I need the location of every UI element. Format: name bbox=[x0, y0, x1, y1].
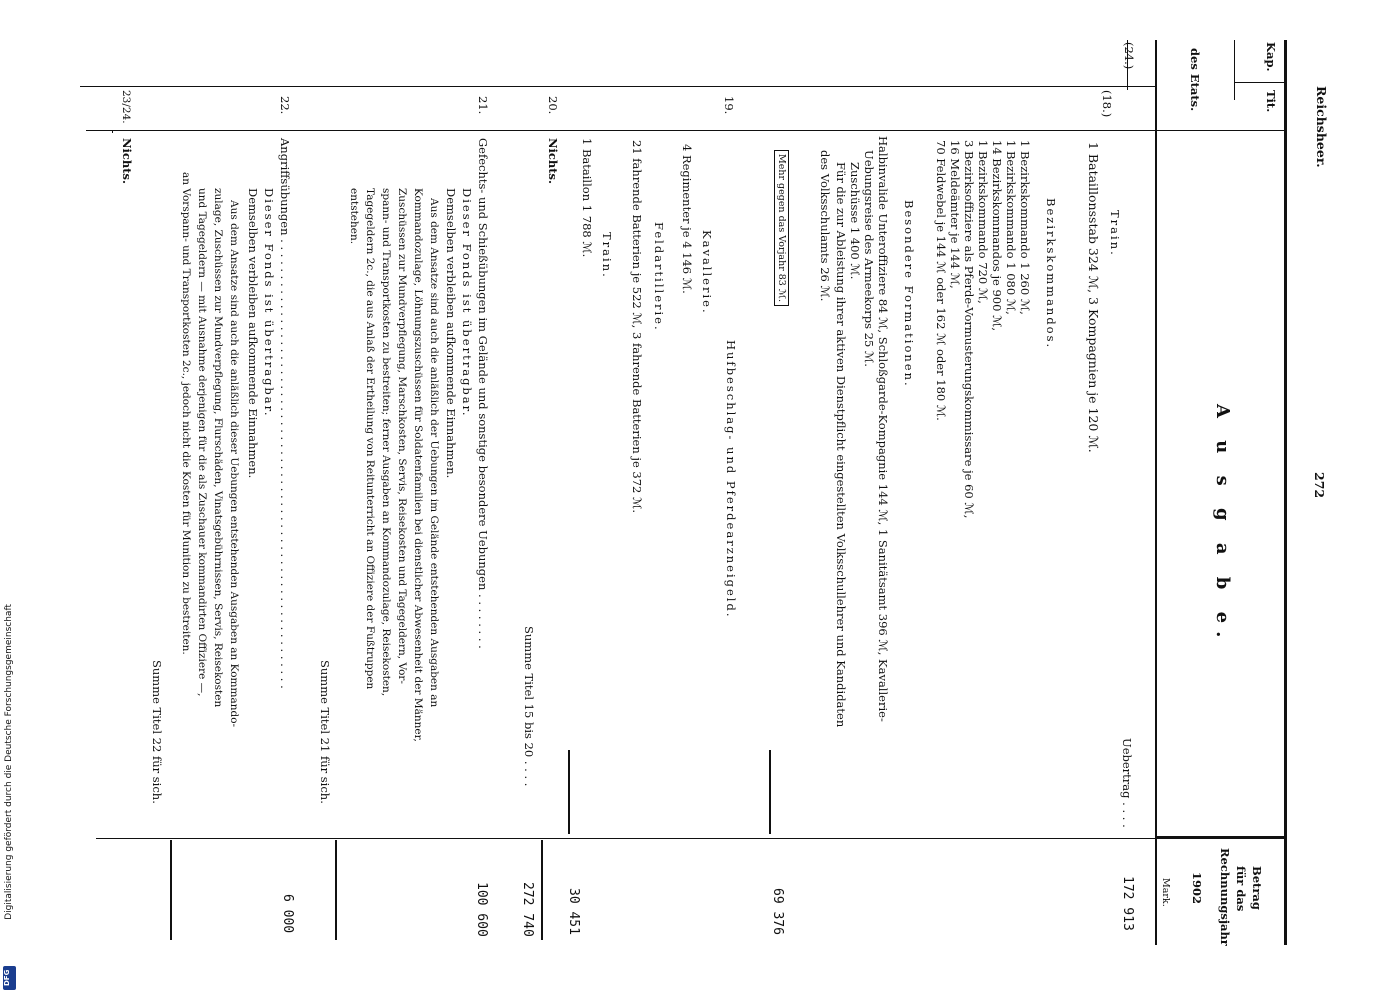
col-etat-header: des Etats. bbox=[1188, 48, 1202, 112]
col-betrag-header-2: für das bbox=[1234, 866, 1248, 912]
bezirk-line-3: 14 Bezirkskommandos je 900 ℳ, bbox=[990, 140, 1004, 332]
dfg-logo: DFG bbox=[3, 966, 16, 990]
besondere-line-4: Für die zur Ableistung ihrer aktiven Dienstpflicht eingestellten Volksschullehrer und Kandidaten bbox=[834, 162, 848, 728]
amount-titel-22: 6 000 bbox=[280, 894, 295, 934]
feldartillerie-heading: Feldartillerie. bbox=[652, 222, 666, 332]
uebertrag-label: Uebertrag . . . . bbox=[1120, 738, 1134, 828]
titel-22: 22. bbox=[278, 96, 292, 115]
titel-21-line-5: Kommandozulage, Löhnungszuschüssen für Soldatenfamilien bei dienstlicher Abwesenheit der Männer, bbox=[412, 188, 424, 742]
kap-tit-divider bbox=[1234, 82, 1284, 83]
text-column-rule bbox=[86, 130, 1284, 131]
summe-titel-21: Summe Titel 21 für sich. bbox=[318, 660, 332, 804]
tit-column-rule bbox=[80, 86, 1156, 87]
amount-titel-18: 69 376 bbox=[770, 888, 785, 935]
titel-21-line-2: Dieser Fonds ist übertragbar. bbox=[460, 188, 474, 418]
kap-tit-rule bbox=[1234, 40, 1235, 100]
titel-22-line-5: zulage, Zuschüssen zur Mundverpflegung, Flurschäden, Vinatsgebührnissen, Servis, Reisekosten bbox=[212, 188, 224, 708]
col-tit-header: Tit. bbox=[1264, 90, 1278, 113]
bezirk-line-5: 3 Bezirksoffiziere als Pferde-Vormusterungskommissare je 60 ℳ, bbox=[962, 140, 976, 519]
train2-heading: Train. bbox=[600, 232, 614, 279]
titel-21-line-8: Tagegeldern 2c., die aus Anlaß der Ertheilung von Reitunterricht an Offiziere der Fußtruppen bbox=[364, 188, 376, 690]
mehr-vorjahr-box: Mehr gegen das Vorjahr 83 ℳ. bbox=[774, 150, 789, 306]
amount-column-rule bbox=[96, 838, 1284, 839]
titel-19: 19. bbox=[722, 96, 736, 115]
col-betrag-unit: Mark. bbox=[1160, 878, 1171, 907]
besondere-heading: Besondere Formationen. bbox=[902, 200, 916, 388]
train-heading: Train. bbox=[1108, 210, 1122, 257]
sum-rule-20 bbox=[541, 840, 543, 940]
sum-rule-19 bbox=[568, 750, 570, 834]
besondere-line-5: des Volksschulamts 26 ℳ. bbox=[818, 150, 832, 302]
page-number: 272 bbox=[1312, 472, 1327, 499]
uebertrag-amount: 172 913 bbox=[1120, 876, 1135, 931]
section-title: Reichsheer. bbox=[1314, 86, 1329, 168]
bezirk-line-1: 1 Bezirkskommando 1 260 ℳ, bbox=[1018, 140, 1032, 315]
titel-22-line-4: Aus dem Ansatze sind auch die anläßlich dieser Uebungen entstehenden Ausgaben an Kommando- bbox=[228, 200, 240, 728]
kap-number: (24.) bbox=[1122, 42, 1136, 70]
train-line: 1 Bataillonsstab 324 ℳ, 3 Kompagnien je 120 ℳ. bbox=[1086, 142, 1101, 453]
bezirk-line-7: 70 Feldwebel je 144 ℳ oder 162 ℳ oder 180 ℳ. bbox=[934, 140, 948, 421]
titel-21-line-6: Zuschüssen zur Mundverpflegung, Marschkosten, Servis, Reisekosten und Tagegeldern, Vor- bbox=[396, 188, 408, 684]
table-top-rule bbox=[1284, 40, 1287, 945]
bezirk-line-4: 1 Bezirkskommando 720 ℳ, bbox=[976, 140, 990, 304]
bezirk-line-6: 16 Meldeämter je 144 ℳ, bbox=[948, 140, 962, 289]
train2-line: 1 Bataillon 1 788 ℳ. bbox=[580, 138, 594, 258]
col-betrag-header-3: Rechnungsjahr bbox=[1218, 848, 1232, 946]
huf-heading: Hufbeschlag- und Pferdearzneigeld. bbox=[724, 340, 738, 619]
titel-21-line-9: entstehen. bbox=[348, 188, 360, 245]
titel-20: 20. bbox=[546, 96, 560, 115]
page-heading: A u s g a b e. bbox=[1212, 404, 1233, 646]
col-betrag-header-1: Betrag bbox=[1250, 866, 1264, 910]
titel-22-line-1: Angriffsübungen . . . . . . . . . . . . . . . . . . . . . . . . . . . . . . . . . . . . . . . . . . . . . . . . . . . . . . . . . . . . . . bbox=[278, 138, 292, 689]
nichts-titel-23-24: Nichts. bbox=[120, 138, 134, 185]
amount-titel-21: 100 600 bbox=[474, 882, 489, 937]
summe-titel-22: Summe Titel 22 für sich. bbox=[150, 660, 164, 804]
titel-22-line-7: an Vorspann- und Transportkosten 2c., jedoch nicht die Kosten für Munition zu bestreiten. bbox=[180, 172, 192, 655]
dfg-watermark: Digitalisierung gefördert durch die Deutsche Forschungsgemeinschaft bbox=[4, 604, 14, 920]
titel-22-line-6: und Tagegeldern — mit Ausnahme derjenigen für die als Zuschauer kommandirten Offiziere —, bbox=[196, 188, 208, 697]
col-kap-header: Kap. bbox=[1264, 42, 1278, 72]
titel-23-24: 23/24. bbox=[120, 90, 132, 124]
titel-21-line-4: Aus dem Ansatze sind auch die anläßlich der Uebungen im Gelände entstehenden Ausgaben an bbox=[428, 198, 440, 708]
amount-header-rule bbox=[1155, 836, 1284, 838]
besondere-line-3: Zuschüsse 1 400 ℳ. bbox=[848, 162, 862, 280]
sum-rule-22 bbox=[170, 840, 172, 940]
amount-titel-19: 30 451 bbox=[566, 888, 581, 935]
besondere-line-1: Halbinvalide Unteroffiziere 84 ℳ, Schloßgarde-Kompagnie 144 ℳ, 1 Sanitätsamt 396 ℳ, Kavallerie- bbox=[876, 136, 890, 722]
titel-22-line-3: Demselben verbleiben aufkommende Einnahmen. bbox=[246, 188, 260, 479]
titel-21-line-1: Gefechts- und Schießübungen im Gelände und sonstige besondere Uebungen . . . . . . . . bbox=[476, 138, 490, 649]
titel-21-line-7: spann- und Transportkosten zu bestreiten; ferner Ausgaben an Kommandozulage, Reisekosten, bbox=[380, 188, 392, 697]
bezirk-line-2: 1 Bezirkskommando 1 080 ℳ, bbox=[1004, 140, 1018, 315]
titel-18: (18.) bbox=[1100, 90, 1114, 118]
titel-21-line-3: Demselben verbleiben aufkommende Einnahmen. bbox=[444, 188, 458, 479]
sum-rule-21 bbox=[335, 840, 337, 940]
feldartillerie-line: 21 fahrende Batterien je 522 ℳ, 3 fahrende Batterien je 372 ℳ. bbox=[630, 140, 644, 513]
nichts-titel-20: Nichts. bbox=[546, 138, 560, 185]
bezirk-heading: Bezirkskommandos. bbox=[1044, 198, 1058, 350]
titel-22-line-2: Dieser Fonds ist übertragbar. bbox=[262, 188, 276, 418]
kavallerie-line: 4 Regimenter je 4 146 ℳ. bbox=[680, 144, 694, 294]
sum-rule-18 bbox=[769, 750, 771, 834]
titel-21: 21. bbox=[476, 96, 490, 115]
kavallerie-heading: Kavallerie. bbox=[700, 230, 714, 315]
col-betrag-header-4: 1902 bbox=[1190, 872, 1204, 905]
header-divider-rule bbox=[1155, 40, 1157, 945]
besondere-line-2: Uebungsreise des Armeekorps 25 ℳ. bbox=[862, 150, 876, 367]
amount-summe-15-20: 272 740 bbox=[520, 882, 535, 937]
summe-titel-15-20: Summe Titel 15 bis 20 . . . . bbox=[522, 626, 536, 787]
